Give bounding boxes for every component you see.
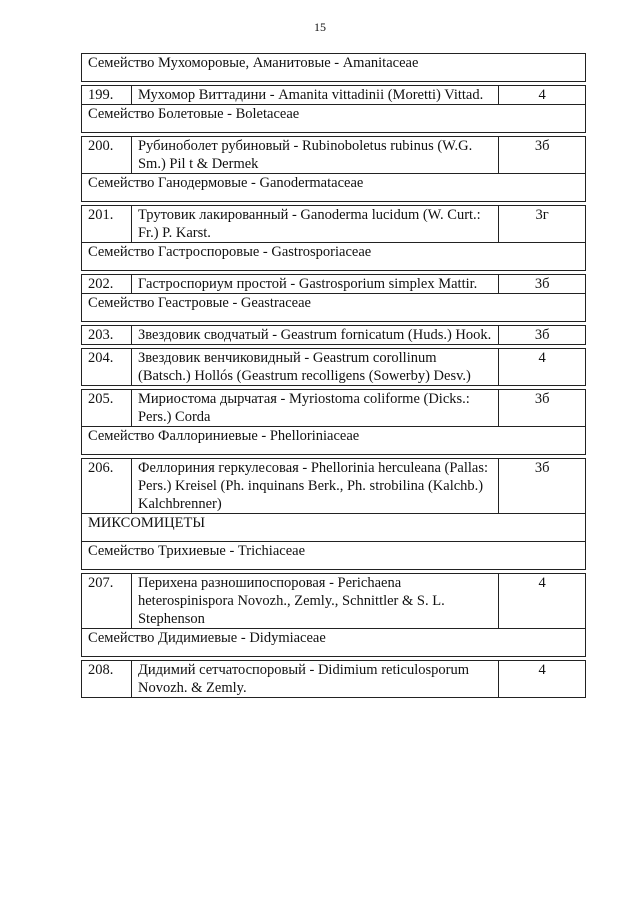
family-header: Семейство Трихиевые - Trichiaceae <box>82 542 586 570</box>
family-header: Семейство Ганодермовые - Ganodermataceae <box>82 174 586 202</box>
red-book-species-table <box>81 53 586 698</box>
species-name: Мириостома дырчатая - Myriostoma coliforme (Dicks.: Pers.) Corda <box>131 390 498 427</box>
family-header-row <box>82 105 586 133</box>
species-row <box>82 206 586 243</box>
rarity-category: 4 <box>499 574 586 629</box>
species-name: Перихена разношипоспоровая - Perichaena heterospinispora Novozh., Zemly., Schnittler & S. L. Stephenson <box>131 574 498 629</box>
species-number: 205. <box>82 390 132 427</box>
species-row <box>82 459 586 514</box>
species-name: Гастроспориум простой - Gastrosporium simplex Mattir. <box>131 275 498 294</box>
species-name: Рубиноболет рубиновый - Rubinoboletus rubinus (W.G. Sm.) Pil t & Dermek <box>131 137 498 174</box>
table-body <box>82 54 586 698</box>
species-number: 206. <box>82 459 132 514</box>
family-header: Семейство Геастровые - Geastraceae <box>82 294 586 322</box>
species-row <box>82 326 586 345</box>
species-number: 199. <box>82 86 132 105</box>
family-header-row <box>82 514 586 542</box>
species-number: 202. <box>82 275 132 294</box>
species-row <box>82 574 586 629</box>
family-header-row <box>82 294 586 322</box>
species-row <box>82 275 586 294</box>
rarity-category: 4 <box>499 661 586 698</box>
family-header: Семейство Мухоморовые, Аманитовые - Amanitaceae <box>82 54 586 82</box>
family-header-row <box>82 54 586 82</box>
species-row <box>82 390 586 427</box>
family-header-row <box>82 174 586 202</box>
page-number: 15 <box>314 20 326 34</box>
species-row <box>82 137 586 174</box>
species-row <box>82 86 586 105</box>
species-number: 207. <box>82 574 132 629</box>
family-header-row <box>82 629 586 657</box>
species-name: Мухомор Виттадини - Amanita vittadinii (Moretti) Vittad. <box>131 86 498 105</box>
species-number: 204. <box>82 349 132 386</box>
species-name: Феллориния геркулесовая - Phellorinia herculeana (Pallas: Pers.) Kreisel (Ph. inquinans Berk., Ph. strobilina (Kalchb.) Kalchbrenner) <box>131 459 498 514</box>
species-name: Звездовик сводчатый - Geastrum fornicatum (Huds.) Hook. <box>131 326 498 345</box>
rarity-category: 3б <box>499 326 586 345</box>
family-header: Семейство Болетовые - Boletaceae <box>82 105 586 133</box>
family-header: МИКСОМИЦЕТЫ <box>82 514 586 542</box>
species-name: Дидимий сетчатоспоровый - Didimium reticulosporum Novozh. & Zemly. <box>131 661 498 698</box>
rarity-category: 3б <box>499 459 586 514</box>
rarity-category: 3б <box>499 137 586 174</box>
family-header: Семейство Дидимиевые - Didymiaceae <box>82 629 586 657</box>
species-number: 208. <box>82 661 132 698</box>
rarity-category: 4 <box>499 86 586 105</box>
rarity-category: 4 <box>499 349 586 386</box>
species-number: 200. <box>82 137 132 174</box>
rarity-category: 3б <box>499 390 586 427</box>
species-number: 201. <box>82 206 132 243</box>
species-name: Звездовик венчиковидный - Geastrum corollinum (Batsch.) Hollós (Geastrum recolligens (Sowerby) Desv.) <box>131 349 498 386</box>
family-header: Семейство Фаллориниевые - Phelloriniaceae <box>82 427 586 455</box>
species-row <box>82 349 586 386</box>
rarity-category: 3г <box>499 206 586 243</box>
family-header-row <box>82 243 586 271</box>
family-header-row <box>82 427 586 455</box>
species-number: 203. <box>82 326 132 345</box>
species-row <box>82 661 586 698</box>
species-name: Трутовик лакированный - Ganoderma lucidum (W. Curt.: Fr.) P. Karst. <box>131 206 498 243</box>
family-header-row <box>82 542 586 570</box>
family-header: Семейство Гастроспоровые - Gastrosporiaceae <box>82 243 586 271</box>
rarity-category: 3б <box>499 275 586 294</box>
